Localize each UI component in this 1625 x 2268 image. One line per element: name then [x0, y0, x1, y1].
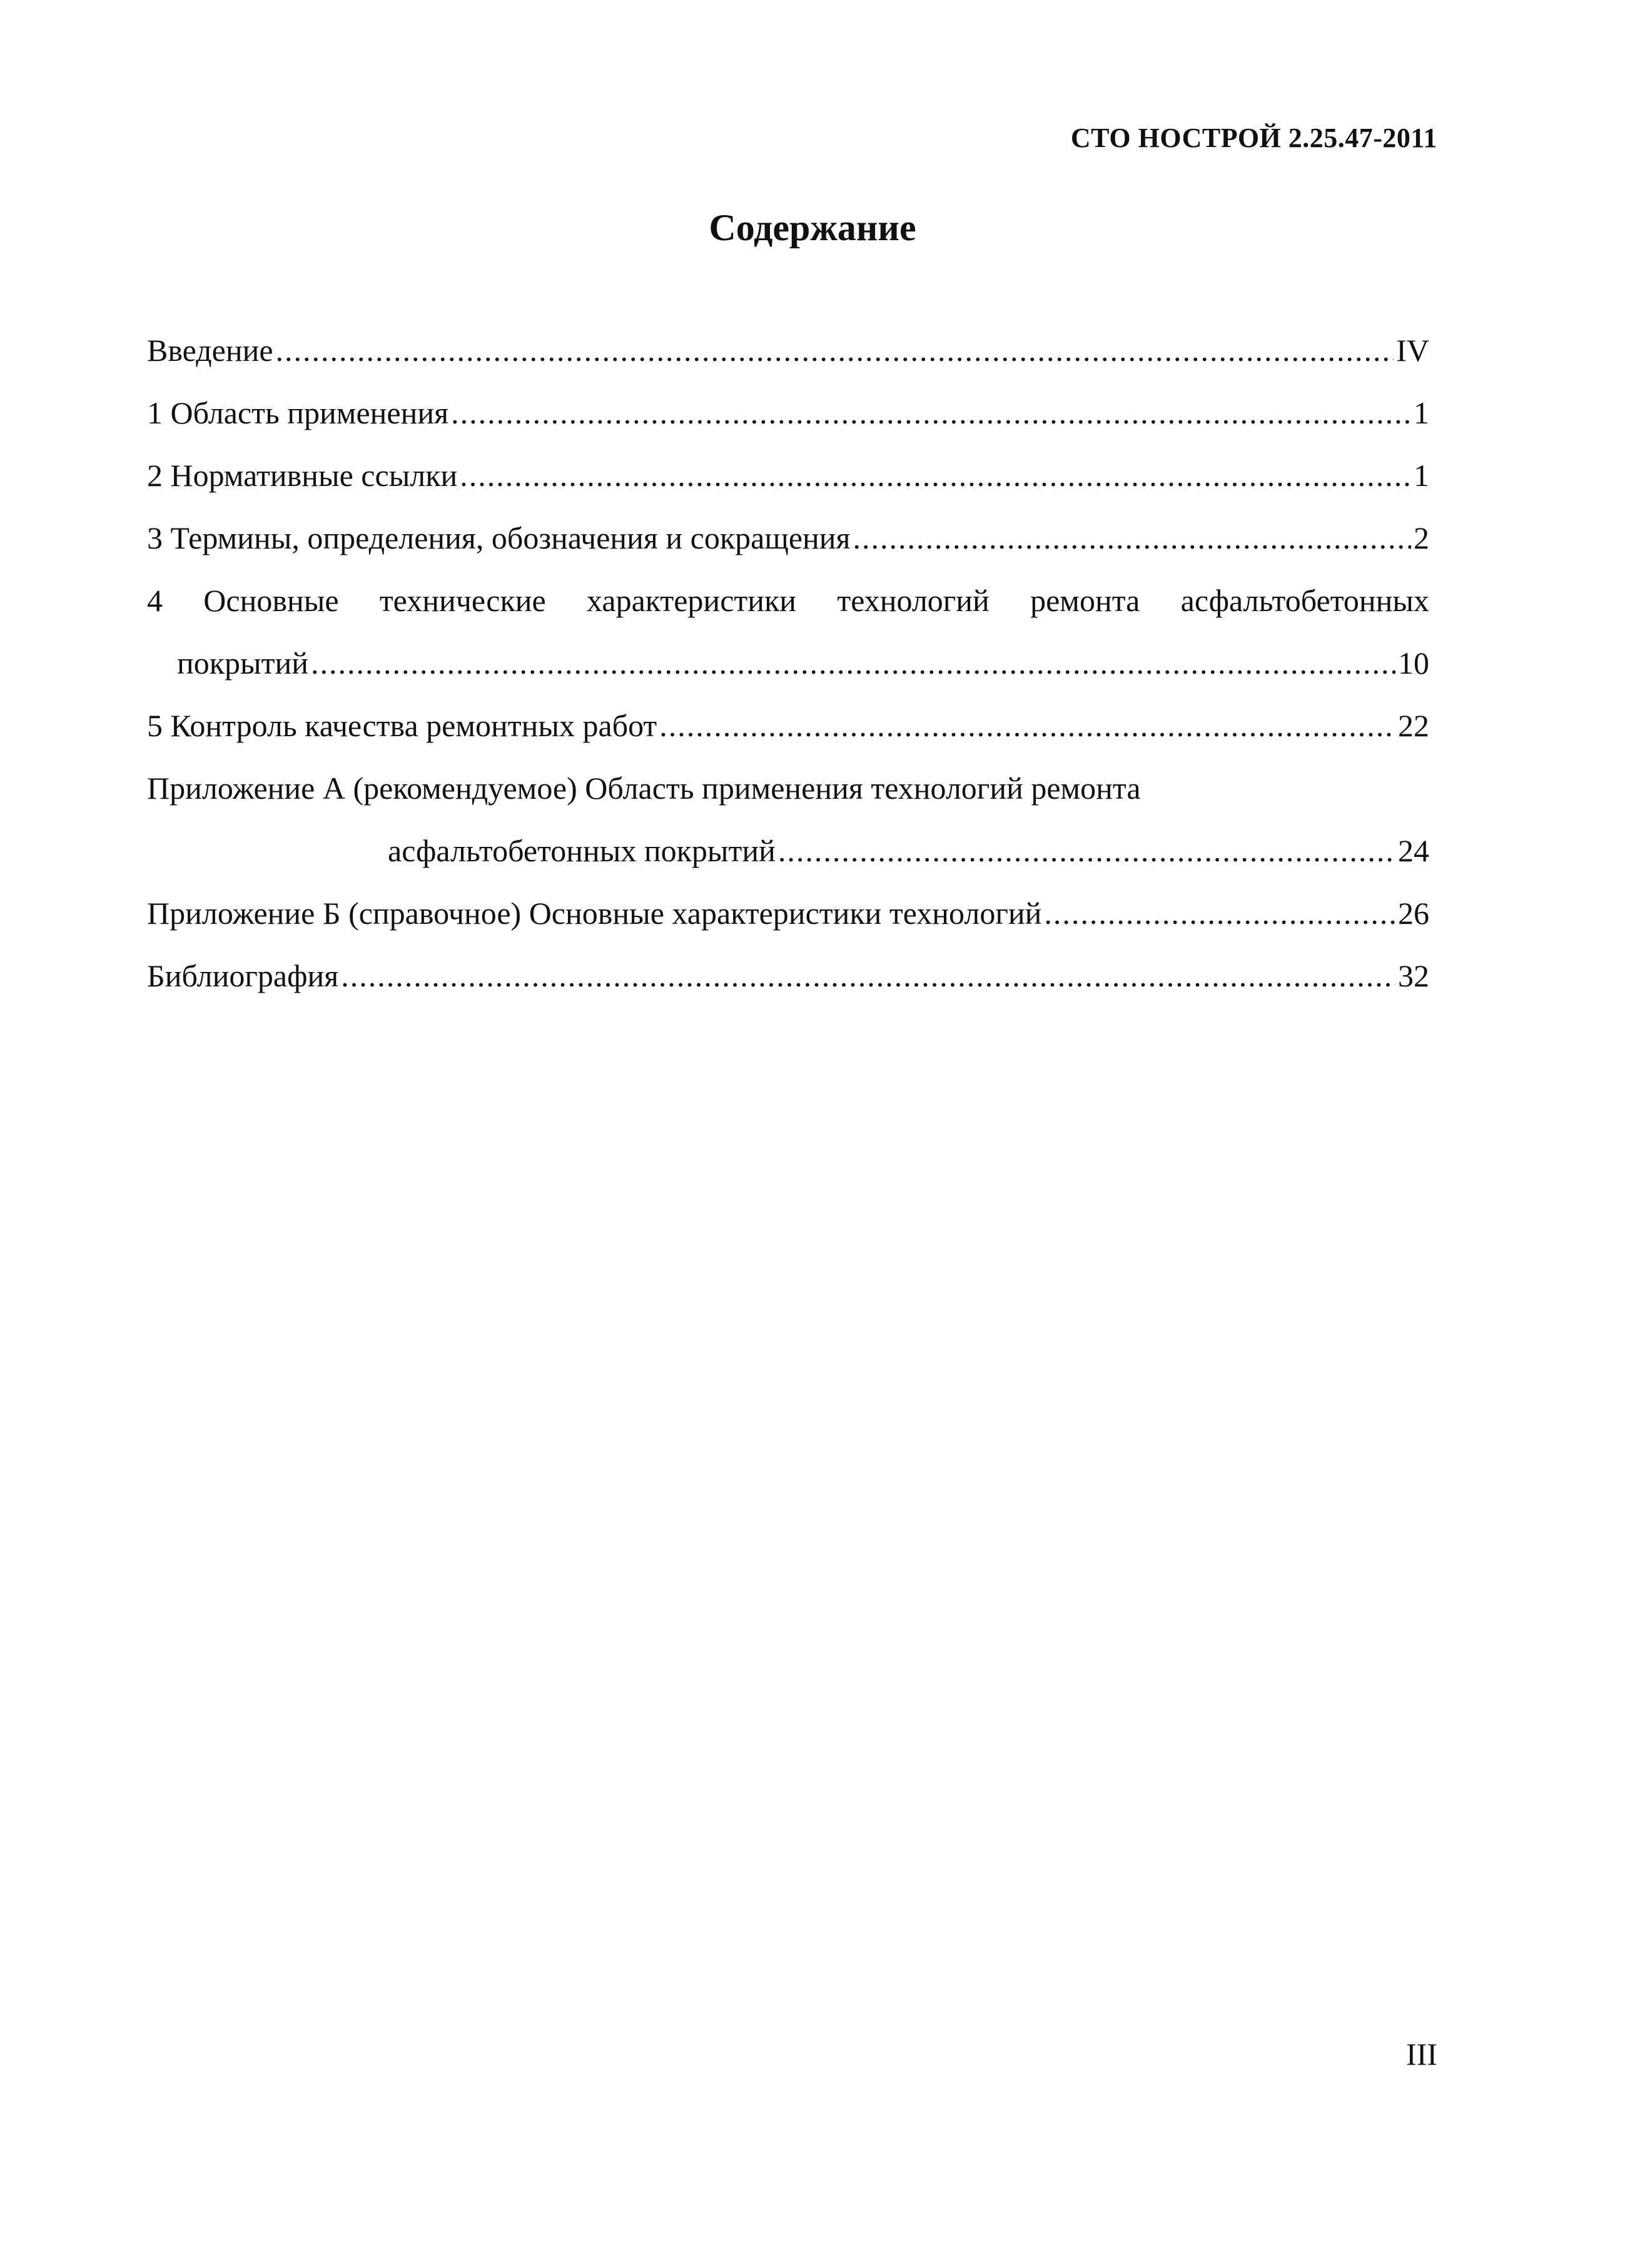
toc-entry-page: 32 — [1398, 958, 1429, 993]
toc-entry-page: 22 — [1398, 708, 1429, 743]
toc-entry-continuation-text: асфальтобетонных покрытий — [388, 833, 776, 868]
toc-entry-introduction[interactable] — [147, 319, 1429, 382]
toc-entry-continuation-text: покрытий — [177, 645, 309, 681]
toc-entry-page: 26 — [1398, 896, 1429, 931]
toc-entry-page: 2 — [1414, 520, 1429, 555]
toc-entry-text: 3 Термины, определения, обозначения и сокращения — [147, 520, 851, 555]
document-code: СТО НОСТРОЙ 2.25.47-2011 — [1070, 123, 1437, 153]
toc-entry-normative-references[interactable] — [147, 444, 1429, 507]
toc-dot-leader — [341, 944, 1395, 1007]
toc-entry-text: Библиография — [147, 958, 339, 993]
toc-entry-appendix-b[interactable] — [147, 882, 1429, 944]
toc-entry-page: 10 — [1398, 645, 1429, 681]
toc-entry-text: Введение — [147, 333, 273, 368]
toc-entry-appendix-a[interactable] — [147, 757, 1429, 819]
toc-dot-leader — [778, 819, 1395, 882]
toc-entry-page: 24 — [1398, 833, 1429, 868]
table-of-contents — [147, 319, 1429, 1007]
toc-entry-appendix-a-continuation[interactable] — [147, 819, 1429, 882]
toc-entry-terms[interactable] — [147, 507, 1429, 569]
toc-entry-technical-characteristics[interactable] — [147, 569, 1429, 632]
toc-entry-technical-characteristics-continuation[interactable] — [147, 632, 1429, 694]
toc-entry-text: 2 Нормативные ссылки — [147, 458, 458, 493]
toc-entry-page: 1 — [1414, 395, 1429, 430]
toc-entry-text: 5 Контроль качества ремонтных работ — [147, 708, 657, 743]
toc-title: Содержание — [709, 207, 916, 248]
toc-dot-leader — [460, 444, 1411, 507]
toc-entry-quality-control[interactable] — [147, 694, 1429, 757]
toc-dot-leader — [311, 632, 1395, 694]
toc-entry-text: 1 Область применения — [147, 395, 449, 430]
toc-dot-leader — [853, 507, 1411, 569]
toc-entry-scope[interactable] — [147, 382, 1429, 444]
toc-entry-text: Приложение Б (справочное) Основные характеристики технологий — [147, 896, 1042, 931]
toc-dot-leader — [659, 694, 1395, 757]
toc-entry-text: Приложение А (рекомендуемое) Область применения технологий ремонта — [147, 771, 1141, 806]
toc-entry-text: 4 Основные технические характеристики технологий ремонта асфальтобетонных — [147, 583, 1429, 618]
toc-entry-bibliography[interactable] — [147, 944, 1429, 1007]
toc-dot-leader — [276, 319, 1394, 382]
page-number: III — [1406, 2037, 1437, 2072]
toc-entry-page: IV — [1396, 333, 1429, 368]
toc-dot-leader — [1044, 882, 1395, 944]
toc-dot-leader — [451, 382, 1411, 444]
toc-entry-page: 1 — [1414, 458, 1429, 493]
